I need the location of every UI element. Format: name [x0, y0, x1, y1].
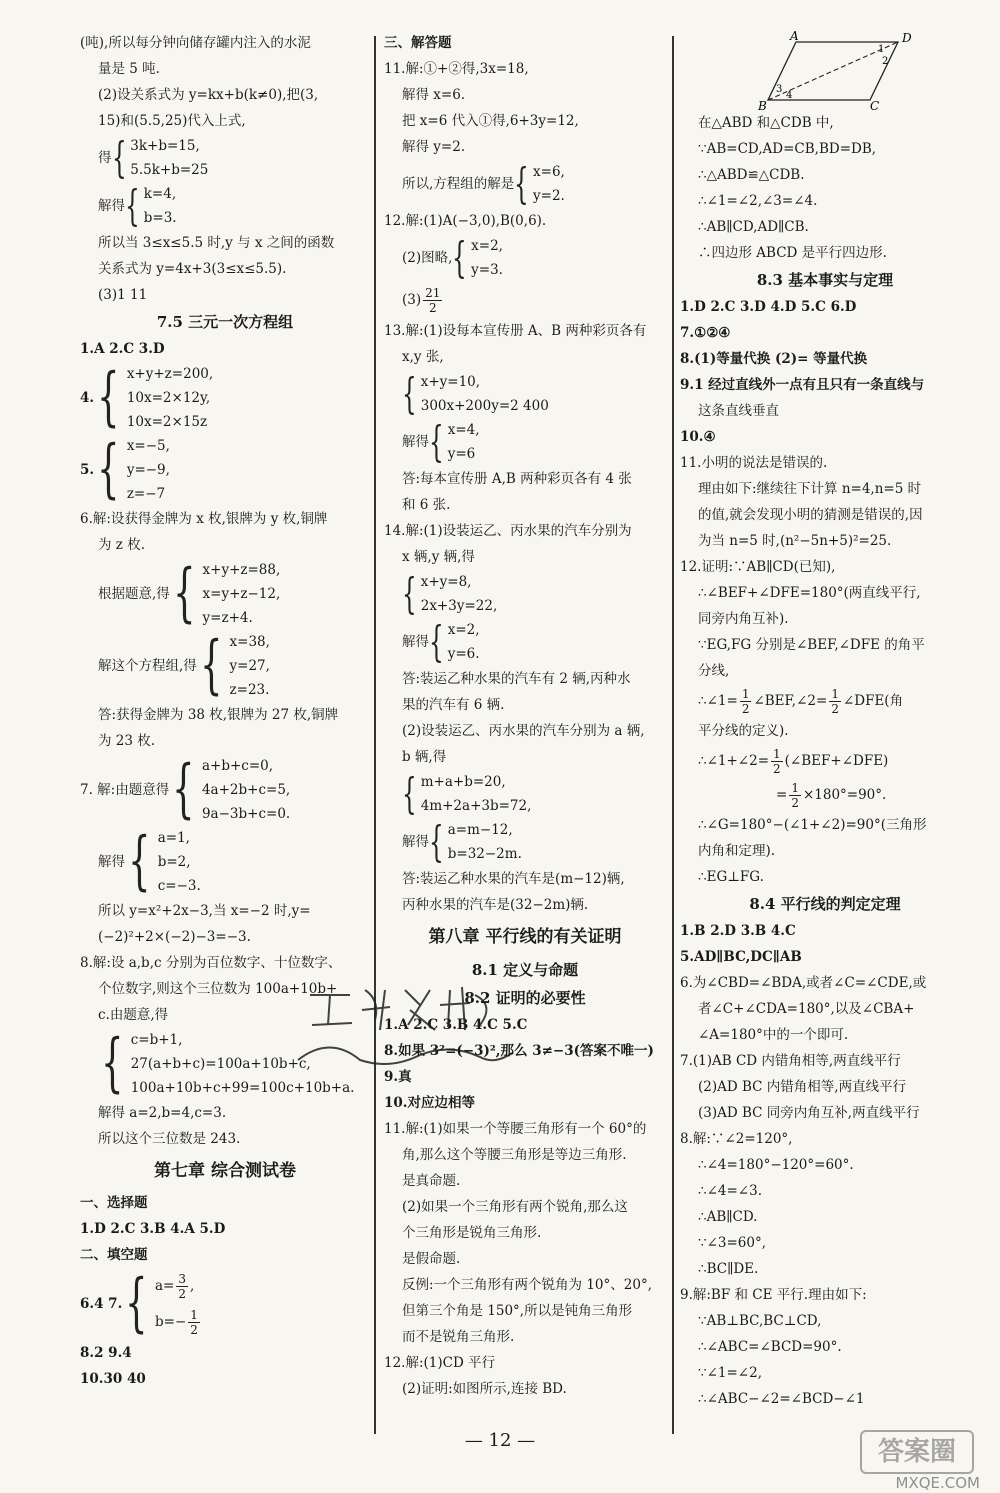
text-line: 而不是锐角三角形.	[402, 1329, 515, 1345]
equation-system: 5. { x=−5, y=−9, z=−7	[80, 432, 170, 507]
section-heading: 7.5 三元一次方程组	[156, 313, 294, 331]
text-line: 分线,	[698, 663, 730, 679]
text-line: ∴∠G=180°−(∠1+∠2)=90°(三角形	[698, 817, 927, 833]
text-line: 12.解:(1)CD 平行	[384, 1355, 496, 1371]
text-line: 和 6 张.	[402, 497, 451, 513]
text-line: 答:获得金牌为 38 枚,银牌为 27 枚,铜牌	[98, 707, 339, 723]
answer-line: 1.B 2.D 3.B 4.C	[680, 923, 796, 939]
text-line: ∴∠4=∠3.	[698, 1183, 762, 1199]
text-line: 个位数字,则这个三位数为 100a+10b+	[98, 981, 338, 997]
answer-line: 7.①②④	[680, 325, 731, 341]
watermark-logo: 答案圈	[860, 1430, 974, 1474]
text-line: 关系式为 y=4x+3(3≤x≤5.5).	[98, 261, 287, 277]
text-line: (3)AD BC 同旁内角互补,两直线平行	[698, 1105, 920, 1121]
svg-text:D: D	[902, 31, 912, 45]
answer-line: 8.如果 3²=(−3)²,那么 3≠−3(答案不唯一)	[384, 1043, 654, 1059]
equation-system: 所以,方程组的解是 { x=6, y=2.	[402, 159, 565, 209]
section-heading: 8.1 定义与命题	[471, 961, 579, 979]
text-line: 8.解:∵∠2=120°,	[680, 1131, 793, 1147]
equation-system: { x+y=8, 2x+3y=22,	[402, 569, 498, 619]
text-line: 15)和(5.5,25)代入上式,	[98, 113, 246, 129]
watermark-url: MXQE.COM	[895, 1474, 980, 1492]
text-line: 答:每本宣传册 A,B 两种彩页各有 4 张	[402, 471, 632, 487]
equation-system: 解得 { x=2, y=6.	[402, 617, 480, 667]
column-divider-1	[374, 36, 376, 1434]
text-line: ∵∠1=∠2,	[698, 1365, 762, 1381]
equation-system: 6.4 7. { a= $\frac{3}{2}$ , b=− $\frac{1}{2}$	[80, 1266, 198, 1341]
text-line: ∴∠1+∠2= $\frac{1}{2}$ (∠BEF+∠DFE)	[698, 747, 889, 776]
section-label: 二、填空题	[80, 1247, 148, 1263]
text-line: 9.解:BF 和 CE 平行.理由如下:	[680, 1287, 867, 1303]
text-line: 角,那么这个等腰三角形是等边三角形.	[402, 1147, 627, 1163]
equation-system: { c=b+1, 27(a+b+c)=100a+10b+c, 100a+10b+c+99=100c+10b+a.	[101, 1026, 355, 1101]
column-2	[384, 30, 666, 1402]
equation-system: 根据题意,得 { x+y+z=88, x=y+z−12, y=z+4.	[98, 556, 281, 631]
section-heading: 8.4 平行线的判定定理	[749, 895, 901, 913]
page-number: — 12 —	[464, 1430, 536, 1451]
text-line: 答:装运乙种水果的汽车有 2 辆,丙种水	[402, 671, 631, 687]
text-line: 反例:一个三角形有两个锐角为 10°、20°,	[402, 1277, 652, 1293]
text-line: 解得 x=6.	[402, 87, 466, 103]
text-line: ∴∠1= $\frac{1}{2}$ ∠BEF,∠2= $\frac{1}{2}$ ∠DFE(角	[698, 687, 904, 716]
svg-text:2: 2	[882, 56, 889, 67]
text-line: ∴△ABD≌△CDB.	[698, 167, 805, 183]
handwritten-watermark	[290, 975, 520, 1075]
text-line: 这条直线垂直	[698, 403, 779, 419]
svg-text:4: 4	[786, 90, 793, 101]
answer-line: 8.2 9.4	[80, 1345, 132, 1361]
answer-line: 10.30 40	[80, 1371, 146, 1387]
chapter-heading: 第八章 平行线的有关证明	[428, 927, 622, 947]
text-line: ∠A=180°中的一个即可.	[698, 1027, 849, 1043]
text-line: (2)如果一个三角形有两个锐角,那么这	[402, 1199, 628, 1215]
text-line: 个三角形是锐角三角形.	[402, 1225, 542, 1241]
equation-system: { x+y=10, 300x+200y=2 400	[402, 369, 549, 419]
text-line: ∴∠1=∠2,∠3=∠4.	[698, 193, 818, 209]
text-line: 12.解:(1)A(−3,0),B(0,6).	[384, 213, 547, 229]
text-line: ∵AB⊥BC,BC⊥CD,	[698, 1313, 822, 1329]
text-line: 11.小明的说法是错误的.	[680, 455, 828, 471]
equation-system: 解得 { x=4, y=6	[402, 417, 480, 467]
text-line: 的值,就会发现小明的猜测是错误的,因	[698, 507, 923, 523]
equation-system: 解得 { k=4, b=3.	[98, 181, 177, 231]
text-line: 为当 n=5 时,(n²−5n+5)²=25.	[698, 533, 892, 549]
text-line: 所以 y=x²+2x−3,当 x=−2 时,y=	[98, 903, 311, 919]
text-line: 平分线的定义).	[698, 723, 789, 739]
text-line: ∴∠ABC=∠BCD=90°.	[698, 1339, 842, 1355]
text-line: 所以这个三位数是 243.	[98, 1131, 241, 1147]
text-line: ∴EG⊥FG.	[698, 869, 764, 885]
text-line: (−2)²+2×(−2)−3=−3.	[98, 929, 251, 945]
answer-line: 1.D 2.C 3.B 4.A 5.D	[80, 1221, 226, 1237]
text-line: ∴BC∥DE.	[698, 1261, 759, 1277]
answer-line: 10.对应边相等	[384, 1095, 475, 1111]
section-label: 一、选择题	[80, 1195, 148, 1211]
parallelogram-diagram	[758, 30, 918, 110]
text-line: ∴∠ABC−∠2=∠BCD−∠1	[698, 1391, 865, 1407]
answer-line: 1.A 2.C 3.B 4.C 5.C	[384, 1017, 528, 1033]
equation-system: (2)图略, { x=2, y=3.	[402, 233, 503, 283]
svg-text:A: A	[790, 30, 799, 43]
text-line: x 辆,y 辆,得	[402, 549, 475, 565]
text-line: ∴∠BEF+∠DFE=180°(两直线平行,	[698, 585, 921, 601]
text-line: 丙种水果的汽车是(32−2m)辆.	[402, 897, 589, 913]
text-line: 在△ABD 和△CDB 中,	[698, 115, 834, 131]
text-line: ∵AB=CD,AD=CB,BD=DB,	[698, 141, 877, 157]
handwritten-watermark-scribble	[290, 975, 520, 1075]
answer-line: 9.1 经过直线外一点有且只有一条直线与	[680, 377, 925, 393]
text-line: (3)1 11	[98, 287, 148, 303]
text-line: 果的汽车有 6 辆.	[402, 697, 505, 713]
column-1	[80, 30, 370, 1392]
equation-system: { m+a+b=20, 4m+2a+3b=72,	[402, 769, 532, 819]
text-line: (吨),所以每分钟向储存罐内注入的水泥	[80, 35, 311, 51]
text-line: 答:装运乙种水果的汽车是(m−12)辆,	[402, 871, 625, 887]
equation-system: 解得 { a=1, b=2, c=−3.	[98, 824, 201, 899]
chapter-heading: 第七章 综合测试卷	[154, 1161, 296, 1181]
svg-text:B: B	[758, 99, 767, 110]
text-line: (2)设装运乙、丙水果的汽车分别为 a 辆,	[402, 723, 645, 739]
answer-line: 8.(1)等量代换 (2)= 等量代换	[680, 351, 868, 367]
answer-line: 1.A 2.C 3.D	[80, 341, 165, 357]
text-line: ∴∠4=180°−120°=60°.	[698, 1157, 854, 1173]
equation-system: 7. 解:由题意得 { a+b+c=0, 4a+2b+c=5, 9a−3b+c=0.	[80, 752, 291, 827]
parallelogram-figure	[758, 30, 918, 110]
svg-text:C: C	[870, 99, 880, 110]
svg-text:3: 3	[776, 84, 783, 95]
section-heading: 8.3 基本事实与定理	[756, 271, 894, 289]
text-line: 同旁内角互补).	[698, 611, 789, 627]
svg-text:1: 1	[878, 44, 885, 55]
equation-system: 4. { x+y+z=200, 10x=2×12y, 10x=2×15z	[80, 360, 214, 435]
text-line: (2)AD BC 内错角相等,两直线平行	[698, 1079, 907, 1095]
text-line: (3) $\frac{21}{2}$	[402, 286, 441, 315]
text-line: 12.证明:∵AB∥CD(已知),	[680, 559, 836, 575]
text-line: (2)证明:如图所示,连接 BD.	[402, 1381, 567, 1397]
section-label: 三、解答题	[384, 35, 452, 51]
answer-line: 1.D 2.C 3.D 4.D 5.C 6.D	[680, 299, 857, 315]
text-line: 是真命题.	[402, 1173, 461, 1189]
text-line: 但第三个角是 150°,所以是钝角三角形	[402, 1303, 633, 1319]
answer-line: 9.真	[384, 1069, 412, 1085]
text-line: = $\frac{1}{2}$ ×180°=90°.	[776, 781, 887, 810]
text-line: 内角和定理).	[698, 843, 776, 859]
text-line: ∴AB∥CD,AD∥CB.	[698, 219, 809, 235]
answer-line: 5.AD∥BC,DC∥AB	[680, 949, 802, 965]
equation-system: 解这个方程组,得 { x=38, y=27, z=23.	[98, 628, 270, 703]
text-line: 把 x=6 代入①得,6+3y=12,	[402, 113, 579, 129]
text-line: ∴四边形 ABCD 是平行四边形.	[698, 245, 887, 261]
column-divider-2	[672, 36, 674, 1434]
text-line: b 辆,得	[402, 749, 447, 765]
equation-system: 得 { 3k+b=15, 5.5k+b=25	[98, 133, 209, 183]
text-line: 6.解:设获得金牌为 x 枚,银牌为 y 枚,铜牌	[80, 511, 328, 527]
text-line: 14.解:(1)设装运乙、丙水果的汽车分别为	[384, 523, 632, 539]
text-line: 6.为∠CBD=∠BDA,或者∠C=∠CDE,或	[680, 975, 927, 991]
text-line: ∵∠3=60°,	[698, 1235, 767, 1251]
text-line: 8.解:设 a,b,c 分别为百位数字、十位数字、	[80, 955, 342, 971]
text-line: ∴AB∥CD.	[698, 1209, 758, 1225]
text-line: 是假命题.	[402, 1251, 461, 1267]
text-line: 者∠C+∠CDA=180°,以及∠CBA+	[698, 1001, 915, 1017]
section-heading: 8.2 证明的必要性	[464, 989, 586, 1007]
text-line: 为 z 枚.	[98, 537, 145, 553]
equation-system: 解得 { a=m−12, b=32−2m.	[402, 817, 522, 867]
text-line: 7.(1)AB CD 内错角相等,两直线平行	[680, 1053, 901, 1069]
text-line: x,y 张,	[402, 349, 444, 365]
text-line: 量是 5 吨.	[98, 61, 160, 77]
text-line: 解得 a=2,b=4,c=3.	[98, 1105, 227, 1121]
text-line: 所以当 3≤x≤5.5 时,y 与 x 之间的函数	[98, 235, 335, 251]
text-line: c.由题意,得	[98, 1007, 169, 1023]
text-line: 11.解:(1)如果一个等腰三角形有一个 60°的	[384, 1121, 647, 1137]
column-3	[680, 30, 970, 1412]
answer-line: 10.④	[680, 429, 716, 445]
text-line: 理由如下:继续往下计算 n=4,n=5 时	[698, 481, 922, 497]
text-line: 13.解:(1)设每本宣传册 A、B 两种彩页各有	[384, 323, 647, 339]
text-line: 11.解:①+②得,3x=18,	[384, 61, 529, 77]
text-line: (2)设关系式为 y=kx+b(k≠0),把(3,	[98, 87, 319, 103]
text-line: 为 23 枚.	[98, 733, 156, 749]
text-line: 解得 y=2.	[402, 139, 466, 155]
text-line: ∵EG,FG 分别是∠BEF,∠DFE 的角平	[698, 637, 925, 653]
